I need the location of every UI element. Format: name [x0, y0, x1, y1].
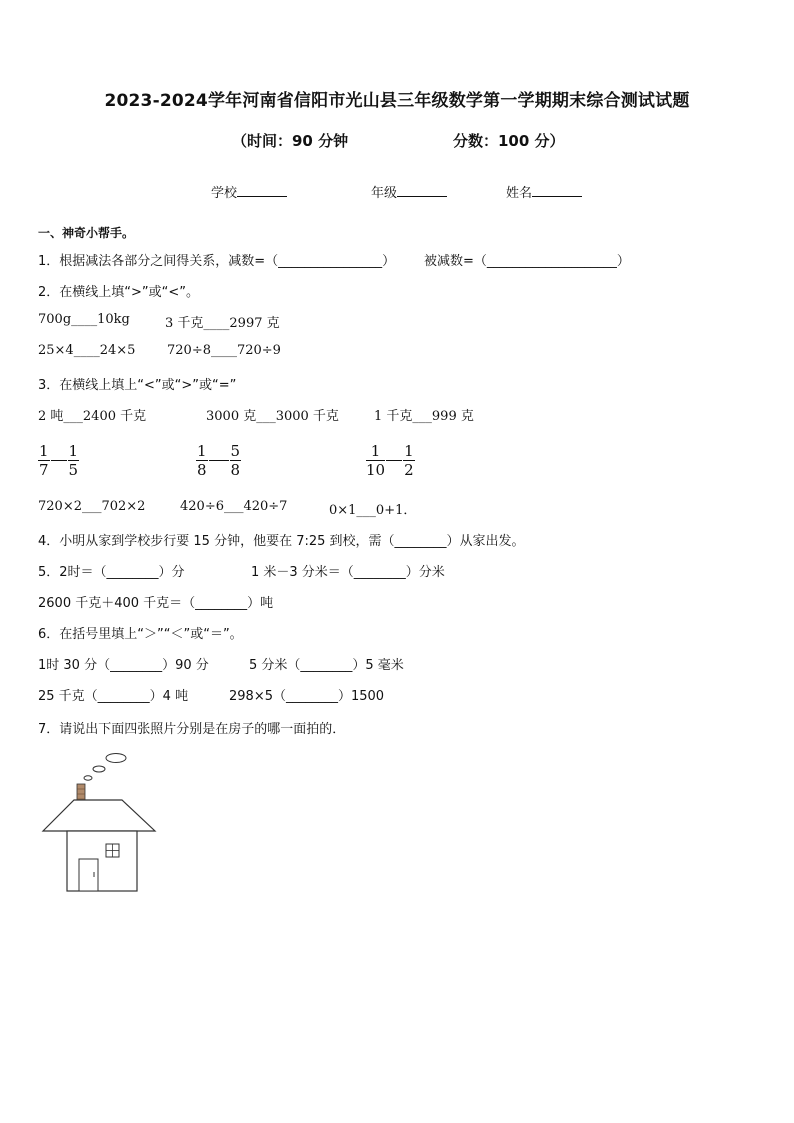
grade-field: 年级: [371, 182, 447, 201]
q3-item-b: 3000 克___3000 千克: [206, 409, 339, 424]
house-illustration: [40, 750, 160, 895]
q5-item-a: 5．2时＝（________）分: [38, 565, 185, 580]
smoke-puff-medium: [93, 766, 105, 772]
q6-item-b: 5 分米（________）5 毫米: [249, 658, 404, 673]
q2-item-c: 25×4____24×5: [38, 343, 136, 358]
q6-item-a: 1时 30 分（________）90 分: [38, 658, 209, 673]
q3-item-c: 1 千克___999 克: [374, 409, 474, 424]
house-wall: [67, 831, 137, 891]
smoke-puff-small: [84, 776, 92, 780]
q3-item-d: 720×2___702×2: [38, 499, 146, 514]
page-title: 2023-2024学年河南省信阳市光山县三年级数学第一学期期末综合测试试题: [104, 91, 690, 111]
school-field: 学校: [211, 182, 287, 201]
q6-item-d: 298×5（________）1500: [229, 689, 385, 704]
question-6: 6．在括号里填上“＞”“＜”或“＝”。: [38, 627, 243, 642]
q3-item-f: 0×1___0+1．: [329, 503, 417, 518]
q5-item-b: 1 米－3 分米＝（________）分米: [251, 565, 445, 580]
name-field: 姓名: [506, 182, 582, 201]
section-title: 一、神奇小帮手。: [38, 226, 135, 240]
question-3: 3．在横线上填上“<”或“>”或“=”: [38, 378, 237, 393]
q5-item-c: 2600 千克＋400 千克＝（________）吨: [38, 596, 274, 611]
question-1: 1．根据减法各部分之间得关系，减数=（________________）: [38, 254, 396, 269]
fraction-compare-1: $\frac{1}{7}$ $\frac{1}{5}$: [39, 442, 79, 479]
fraction-compare-3: $\frac{1}{10}$ $\frac{1}{2}$: [366, 442, 414, 479]
q2-item-a: 700g____10kg: [38, 312, 130, 327]
question-4: 4．小明从家到学校步行要 15 分钟，他要在 7:25 到校，需（________）从家出发。: [38, 534, 525, 549]
q6-item-c: 25 千克（________）4 吨: [38, 689, 189, 704]
question-2: 2．在横线上填“>”或“<”。: [38, 285, 199, 300]
roof: [43, 800, 155, 831]
question-1-part2: 被减数=（____________________）: [424, 254, 630, 269]
smoke-puff-large: [106, 754, 126, 763]
q2-item-b: 3 千克____2997 克: [165, 316, 280, 331]
fraction-compare-2: $\frac{1}{8}$ $\frac{5}{8}$: [197, 442, 241, 479]
door: [79, 859, 98, 891]
q3-item-a: 2 吨___2400 千克: [38, 409, 147, 424]
q3-item-e: 420÷6___420÷7: [180, 499, 288, 514]
question-7: 7．请说出下面四张照片分别是在房子的哪一面拍的．: [38, 722, 346, 737]
q2-item-d: 720÷8____720÷9: [167, 343, 281, 358]
exam-score: 分数：100 分）: [453, 132, 565, 150]
exam-time: （时间：90 分钟: [232, 132, 349, 150]
